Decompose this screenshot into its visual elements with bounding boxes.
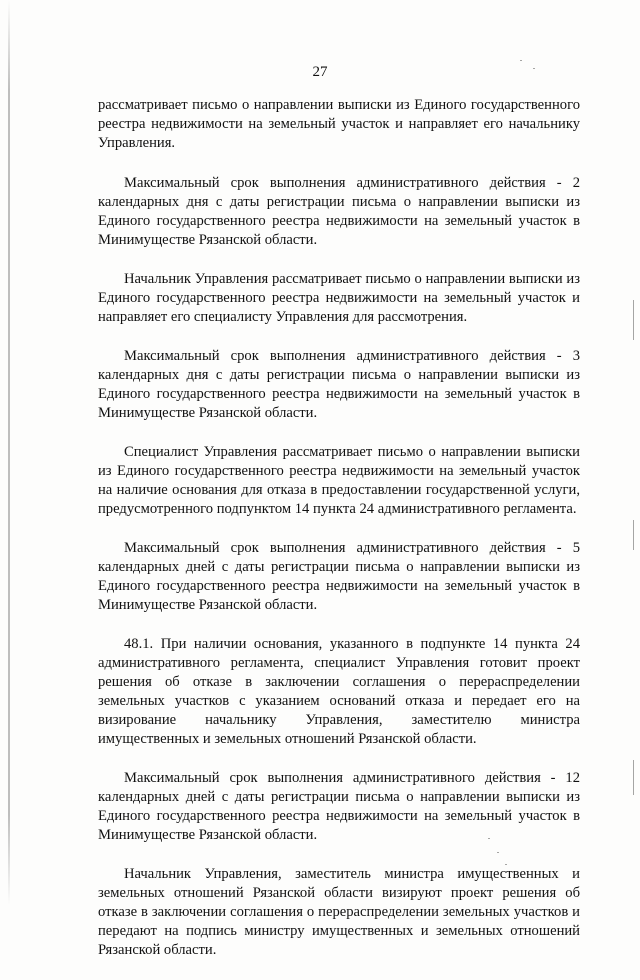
paragraph: 48.1. При наличии основания, указанного в подпункте 14 пункта 24 административного регламента, специалист Управления готовит проект решения об отказе в заключении соглашения о перераспределении земельных участков с указанием оснований отказа и передает его на визирование начальнику Управления, заместителю министра имущественных и земельных отношений Рязанской области. [98, 636, 580, 747]
paragraph: Максимальный срок выполнения административного действия - 12 календарных дней с даты регистрации письма о направлении выписки из Единого государственного реестра недвижимости на земельный участок в Минимуществе Рязанской области. [98, 770, 580, 843]
paragraph: Специалист Управления рассматривает письмо о направлении выписки из Единого государственного реестра недвижимости на земельный участок на наличие основания для отказа в предоставлении государственной услуги, предусмотренного подпунктом 14 пункта 24 административного регламента. [98, 444, 580, 517]
paragraph: рассматривает письмо о направлении выписки из Единого государственного реестра недвижимости на земельный участок и направляет его начальнику Управления. [98, 97, 580, 151]
document-body [98, 96, 580, 980]
paragraph: Максимальный срок выполнения административного действия - 2 календарных дня с даты регистрации письма о направлении выписки из Единого государственного реестра недвижимости на земельный участок в Минимуществе Рязанской области. [98, 175, 580, 248]
scan-mark [633, 300, 634, 340]
paragraph: Максимальный срок выполнения административного действия - 3 календарных дня с даты регистрации письма о направлении выписки из Единого государственного реестра недвижимости на земельный участок в Минимуществе Рязанской области. [98, 348, 580, 421]
paragraph: Начальник Управления, заместитель министра имущественных и земельных отношений Рязанской области визируют проект решения об отказе в заключении соглашения о перераспределении земельных участков и передают на подпись министру имущественных и земельных отношений Рязанской области. [98, 866, 580, 958]
paragraph: Начальник Управления рассматривает письмо о направлении выписки из Единого государственного реестра недвижимости на земельный участок и направляет его специалисту Управления для рассмотрения. [98, 271, 580, 325]
scan-mark [633, 520, 634, 550]
scan-speckle [520, 60, 522, 61]
paragraph: Максимальный срок выполнения административного действия - 5 календарных дней с даты регистрации письма о направлении выписки из Единого государственного реестра недвижимости на земельный участок в Минимуществе Рязанской области. [98, 540, 580, 613]
page-number: 27 [312, 64, 328, 80]
scan-edge [8, 0, 10, 905]
scan-mark [633, 760, 634, 795]
